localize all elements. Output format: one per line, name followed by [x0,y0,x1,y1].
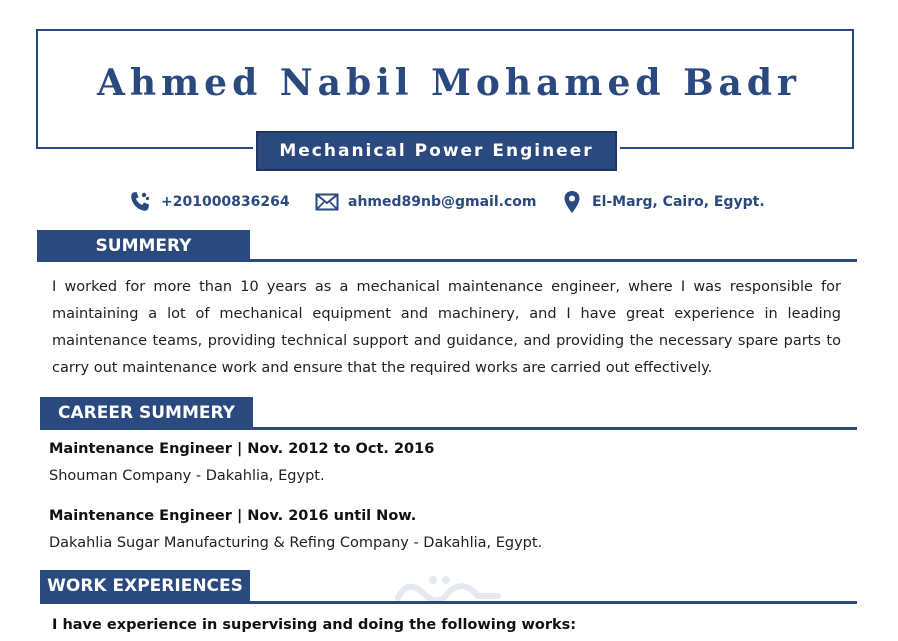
phone-text: +201000836264 [161,194,290,210]
map-pin-icon [563,190,581,214]
section-title-work: WORK EXPERIENCES [47,576,243,596]
section-title-summary: SUMMERY [95,236,192,256]
section-header-summary [37,230,250,261]
career-entry-company: Dakahlia Sugar Manufacturing & Refing Company - Dakahlia, Egypt. [49,535,543,551]
envelope-icon [315,193,339,211]
contact-email [315,189,536,215]
section-header-career [40,397,253,428]
section-divider [37,259,857,262]
contact-phone [128,189,290,215]
career-entry-title: Maintenance Engineer | Nov. 2016 until Now. [49,508,417,524]
career-entry-title: Maintenance Engineer | Nov. 2012 to Oct. 2016 [49,441,435,457]
email-text: ahmed89nb@gmail.com [348,194,537,210]
location-text: El-Marg, Cairo, Egypt. [592,194,765,210]
summary-paragraph: I worked for more than 10 years as a mechanical maintenance engineer, where I was responsible for maintaining a lot of mechanical equipment and machinery, and I have great experience in leading maintenance teams, providing technical support and guidance, and providing the necessary spare parts to carry out maintenance work and ensure that the required works are carried out effectively. [52,279,841,376]
section-header-work [40,570,250,601]
contact-location [563,189,765,215]
resume-name: Ahmed Nabil Mohamed Badr [96,62,802,104]
watermark-logo [388,568,508,622]
phone-icon [128,190,152,214]
career-entry-company: Shouman Company - Dakahlia, Egypt. [49,468,325,484]
job-title-badge: Mechanical Power Engineer [256,131,617,171]
section-divider [40,427,857,430]
work-intro-text: I have experience in supervising and doing the following works: [52,617,577,633]
section-title-career: CAREER SUMMERY [58,403,235,423]
